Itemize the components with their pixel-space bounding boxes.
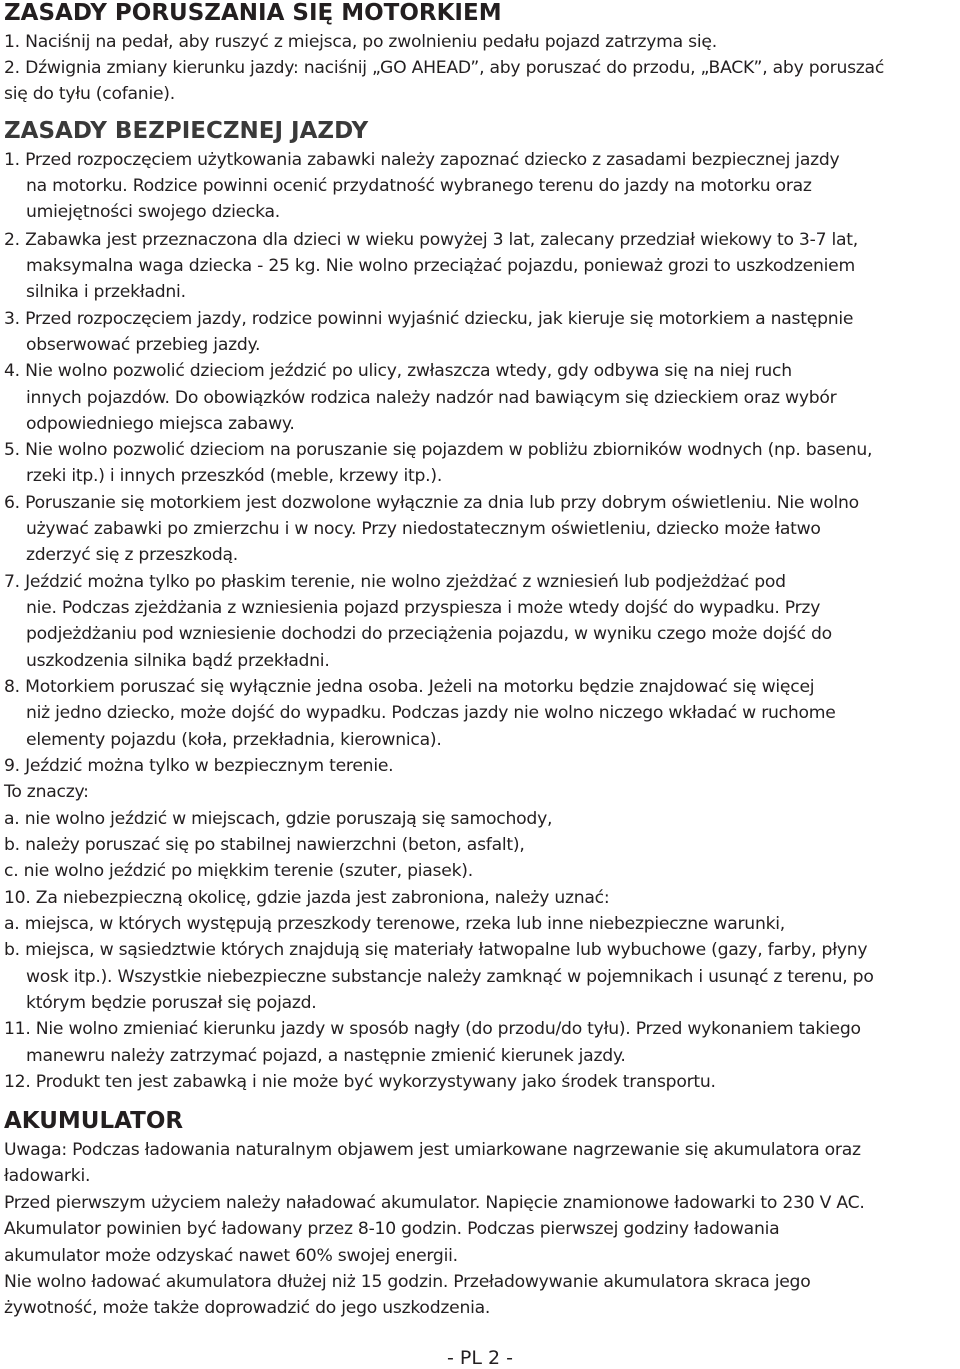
paragraph-line: odpowiedniego miejsca zabawy. xyxy=(26,414,295,434)
paragraph-line: nie. Podczas zjeżdżania z wzniesienia pojazd przyspiesza i może wtedy dojść do wypadku. Przy xyxy=(26,598,821,618)
paragraph-line: uszkodzenia silnika bądź przekładni. xyxy=(26,651,330,671)
paragraph-line: się do tyłu (cofanie). xyxy=(4,84,175,104)
paragraph-line: maksymalna waga dziecka - 25 kg. Nie wolno przeciążać pojazdu, ponieważ grozi to uszkodzeniem xyxy=(26,256,855,276)
paragraph-line: 5. Nie wolno pozwolić dzieciom na poruszanie się pojazdem w pobliżu zbiorników wodnych (np. basenu, xyxy=(4,440,873,460)
paragraph-line: innych pojazdów. Do obowiązków rodzica należy nadzór nad bawiącym się dzieckiem oraz wybór xyxy=(26,388,837,408)
paragraph-line: podjeżdżaniu pod wzniesienie dochodzi do przeciążenia pojazdu, w wyniku czego może dojść do xyxy=(26,624,832,644)
paragraph-line: Nie wolno ładować akumulatora dłużej niż 15 godzin. Przeładowywanie akumulatora skraca jego xyxy=(4,1272,811,1292)
paragraph-line: silnika i przekładni. xyxy=(26,282,186,302)
heading-battery: AKUMULATOR xyxy=(4,1108,184,1134)
page-number: - PL 2 - xyxy=(447,1347,513,1369)
paragraph-line: To znaczy: xyxy=(4,782,89,802)
paragraph-line: elementy pojazdu (koła, przekładnia, kierownica). xyxy=(26,730,442,750)
paragraph-line: manewru należy zatrzymać pojazd, a następnie zmienić kierunek jazdy. xyxy=(26,1046,626,1066)
paragraph-line: 9. Jeździć można tylko w bezpiecznym terenie. xyxy=(4,756,394,776)
paragraph-line: a. miejsca, w których występują przeszkody terenowe, rzeka lub inne niebezpieczne warunki, xyxy=(4,914,786,934)
paragraph-line: rzeki itp.) i innych przeszkód (meble, krzewy itp.). xyxy=(26,466,443,486)
paragraph-line: niż jedno dziecko, może dojść do wypadku. Podczas jazdy nie wolno niczego wkładać w ruchome xyxy=(26,703,836,723)
paragraph-line: 8. Motorkiem poruszać się wyłącznie jedna osoba. Jeżeli na motorku będzie znajdować się więcej xyxy=(4,677,815,697)
heading-safety-rules: ZASADY BEZPIECZNEJ JAZDY xyxy=(4,118,369,144)
paragraph-line: 2. Dźwignia zmiany kierunku jazdy: naciśnij „GO AHEAD”, aby poruszać do przodu, „BACK”, aby poruszać xyxy=(4,58,885,78)
paragraph-line: umiejętności swojego dziecka. xyxy=(26,202,281,222)
paragraph-line: 11. Nie wolno zmieniać kierunku jazdy w sposób nagły (do przodu/do tyłu). Przed wykonaniem takiego xyxy=(4,1019,861,1039)
paragraph-line: 6. Poruszanie się motorkiem jest dozwolone wyłącznie za dnia lub przy dobrym oświetleniu. Nie wolno xyxy=(4,493,859,513)
paragraph-line: używać zabawki po zmierzchu i w nocy. Przy niedostatecznym oświetleniu, dziecko może łatwo xyxy=(26,519,821,539)
paragraph-line: 10. Za niebezpieczną okolicę, gdzie jazda jest zabroniona, należy uznać: xyxy=(4,888,610,908)
paragraph-line: 1. Przed rozpoczęciem użytkowania zabawki należy zapoznać dziecko z zasadami bezpiecznej jazdy xyxy=(4,150,840,170)
paragraph-line: na motorku. Rodzice powinni ocenić przydatność wybranego terenu do jazdy na motorku oraz xyxy=(26,176,812,196)
paragraph-line: Uwaga: Podczas ładowania naturalnym objawem jest umiarkowane nagrzewanie się akumulatora oraz xyxy=(4,1140,861,1160)
heading-riding-rules: ZASADY PORUSZANIA SIĘ MOTORKIEM xyxy=(4,0,502,26)
paragraph-line: Akumulator powinien być ładowany przez 8-10 godzin. Podczas pierwszej godziny ładowania xyxy=(4,1219,780,1239)
paragraph-line: 1. Naciśnij na pedał, aby ruszyć z miejsca, po zwolnieniu pedału pojazd zatrzyma się. xyxy=(4,32,717,52)
paragraph-line: b. należy poruszać się po stabilnej nawierzchni (beton, asfalt), xyxy=(4,835,525,855)
paragraph-line: 2. Zabawka jest przeznaczona dla dzieci w wieku powyżej 3 lat, zalecany przedział wiekowy to 3-7 lat, xyxy=(4,230,858,250)
paragraph-line: 4. Nie wolno pozwolić dzieciom jeździć po ulicy, zwłaszcza wtedy, gdy odbywa się na niej ruch xyxy=(4,361,792,381)
paragraph-line: którym będzie poruszał się pojazd. xyxy=(26,993,317,1013)
paragraph-line: akumulator może odzyskać nawet 60% swojej energii. xyxy=(4,1246,458,1266)
paragraph-line: 12. Produkt ten jest zabawką i nie może być wykorzystywany jako środek transportu. xyxy=(4,1072,716,1092)
paragraph-line: zderzyć się z przeszkodą. xyxy=(26,545,238,565)
paragraph-line: b. miejsca, w sąsiedztwie których znajdują się materiały łatwopalne lub wybuchowe (gazy, farby, płyny xyxy=(4,940,868,960)
paragraph-line: Przed pierwszym użyciem należy naładować akumulator. Napięcie znamionowe ładowarki to 230 V AC. xyxy=(4,1193,865,1213)
paragraph-line: ładowarki. xyxy=(4,1166,91,1186)
paragraph-line: c. nie wolno jeździć po miękkim terenie (szuter, piasek). xyxy=(4,861,473,881)
paragraph-line: 3. Przed rozpoczęciem jazdy, rodzice powinni wyjaśnić dziecku, jak kieruje się motorkiem a następnie xyxy=(4,309,854,329)
paragraph-line: 7. Jeździć można tylko po płaskim terenie, nie wolno zjeżdżać z wzniesień lub podjeżdżać pod xyxy=(4,572,786,592)
paragraph-line: a. nie wolno jeździć w miejscach, gdzie poruszają się samochody, xyxy=(4,809,553,829)
paragraph-line: obserwować przebieg jazdy. xyxy=(26,335,261,355)
paragraph-line: żywotność, może także doprowadzić do jego uszkodzenia. xyxy=(4,1298,491,1318)
paragraph-line: wosk itp.). Wszystkie niebezpieczne substancje należy zamknąć w pojemnikach i usunąć z terenu, po xyxy=(26,967,874,987)
